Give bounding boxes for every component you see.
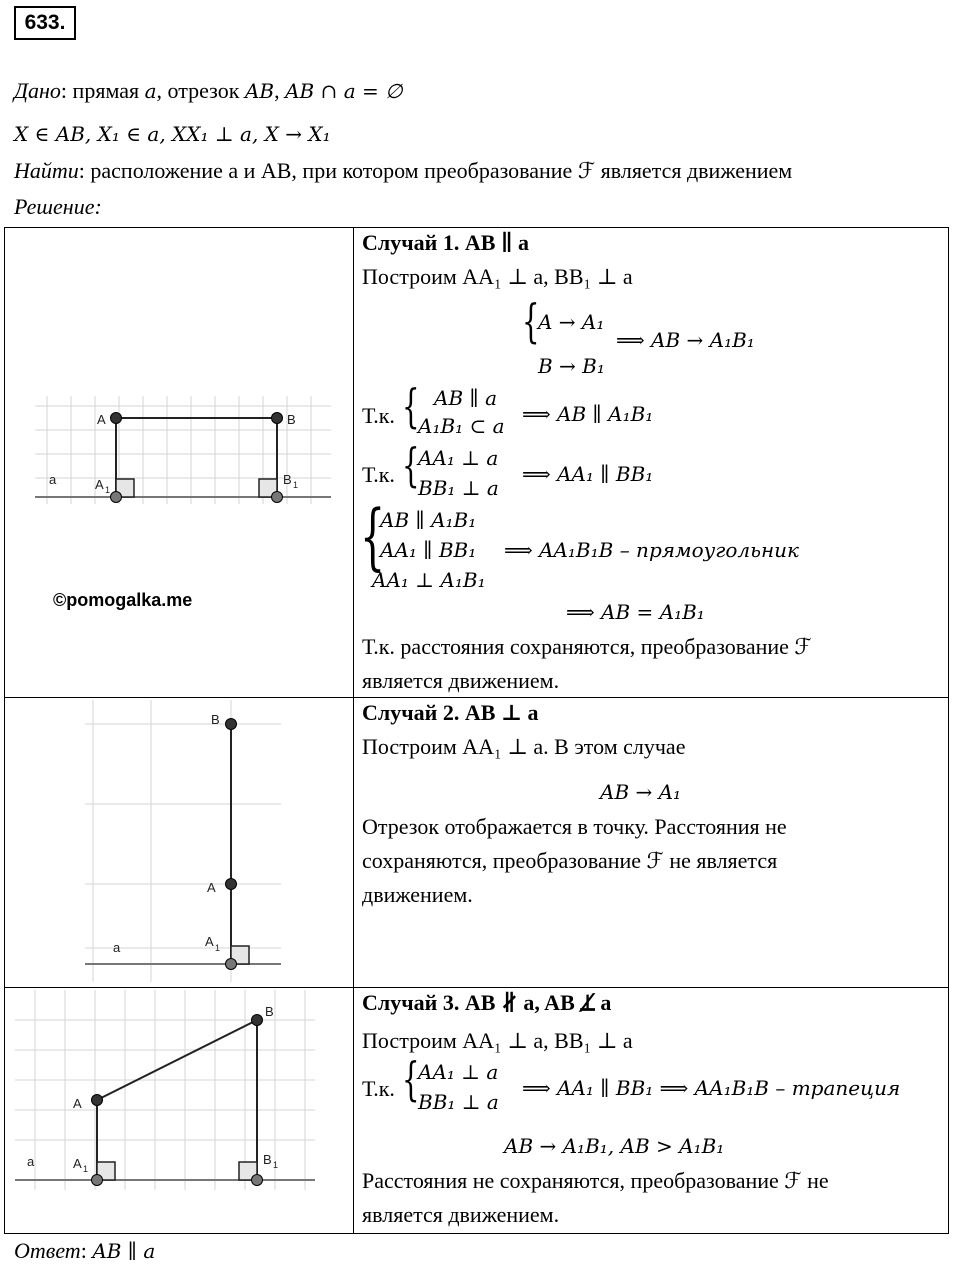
case1-diagram: [35, 396, 331, 504]
brace: {: [402, 379, 420, 433]
solution-label: Решение:: [14, 194, 102, 219]
case1-concl1: Т.к. расстояния сохраняются, преобразование ℱ: [362, 634, 812, 659]
label-a1-sub: 1: [83, 1164, 89, 1174]
case2-construct: Построим AA₁ ⊥ a. В этом случае: [362, 734, 686, 759]
brace: {: [360, 494, 386, 578]
case1-sys4-b: AA₁ ∥ BB₁: [380, 538, 477, 562]
answer-line: Ответ: AB ∥ a: [14, 1238, 156, 1263]
case2-text: [354, 698, 949, 988]
label-b1: B: [263, 1152, 272, 1167]
label-a1: A: [73, 1156, 82, 1171]
label-b1: B: [283, 472, 292, 487]
case2-t2: сохраняются, преобразование ℱ не является: [362, 848, 778, 873]
case1-sys1-res: ⟹ AB → A₁B₁: [616, 328, 755, 352]
case2-map: AB → A₁: [600, 780, 682, 804]
case3-sys-res: ⟹ AA₁ ∥ BB₁ ⟹ AA₁B₁B – трапеция: [522, 1076, 901, 1100]
case2-t1: Отрезок отображается в точку. Расстояния не: [362, 814, 787, 839]
case1-sys2-b: A₁B₁ ⊂ a: [418, 414, 505, 438]
tk-label: Т.к.: [362, 462, 395, 487]
label-b1-sub: 1: [273, 1160, 279, 1170]
case3-sys-a: AA₁ ⊥ a: [418, 1060, 499, 1084]
given-line: Дано: прямая a, отрезок AB, AB ∩ a = ∅: [14, 78, 403, 103]
problem-number: 633.: [14, 6, 76, 40]
label-a: A: [97, 412, 106, 427]
tk-label: Т.к.: [362, 1076, 395, 1101]
solution-table: [4, 227, 949, 1234]
label-b: B: [265, 1004, 274, 1019]
case1-figure: [5, 228, 354, 698]
watermark: ©pomogalka.me: [53, 590, 193, 610]
case2-title: Случай 2. AB ⊥ a: [362, 700, 539, 725]
label-line-a: a: [49, 472, 57, 487]
label-a1: A: [95, 477, 104, 492]
case1-title: Случай 1. AB ∥ a: [362, 230, 530, 255]
label-b: B: [287, 412, 296, 427]
case1-sys4-res: ⟹ AA₁B₁B – прямоугольник: [504, 538, 799, 562]
case2-figure: [5, 698, 354, 988]
case3-diagram: [15, 990, 315, 1190]
case1-construct: Построим AA₁ ⊥ a, BB₁ ⊥ a: [362, 264, 633, 289]
case1-sys2-res: ⟹ AB ∥ A₁B₁: [522, 402, 654, 426]
tk-label: Т.к.: [362, 403, 395, 428]
case1-sys4-c: AA₁ ⊥ A₁B₁: [372, 568, 486, 592]
case1-concl2: является движением.: [362, 668, 560, 693]
case2-t3: движением.: [362, 882, 473, 907]
case3-text: [354, 988, 949, 1234]
label-a1: A: [205, 934, 214, 949]
case1-sys3-res: ⟹ AA₁ ∥ BB₁: [522, 462, 654, 486]
case3-t2: является движением.: [362, 1202, 560, 1227]
brace: {: [402, 438, 420, 492]
case1-sys3-a: AA₁ ⊥ a: [418, 446, 499, 470]
label-a1-sub: 1: [215, 943, 221, 953]
label-line-a: a: [113, 940, 121, 955]
brace: {: [402, 1052, 420, 1106]
case2-diagram: [85, 700, 281, 982]
label-a: A: [207, 880, 216, 895]
case3-title: Случай 3. AB ∦ a, AB ⟂̸ a: [362, 990, 612, 1015]
label-b1-sub: 1: [293, 480, 299, 490]
case3-figure: [5, 988, 354, 1234]
case3-sys-b: BB₁ ⊥ a: [418, 1090, 499, 1114]
case1-sys1-b: B → B₁: [538, 354, 605, 378]
case1-sys4-a: AB ∥ A₁B₁: [380, 508, 477, 532]
label-b: B: [211, 712, 220, 727]
case3-construct: Построим AA₁ ⊥ a, BB₁ ⊥ a: [362, 1028, 633, 1053]
case1-sys1-a: A → A₁: [538, 310, 605, 334]
case3-map: AB → A₁B₁, AB > A₁B₁: [504, 1134, 725, 1158]
label-line-a: a: [27, 1154, 35, 1169]
case1-sys3-b: BB₁ ⊥ a: [418, 476, 499, 500]
label-a1-sub: 1: [105, 485, 111, 495]
case1-eq: ⟹ AB = A₁B₁: [566, 600, 705, 624]
find-line: Найти: расположение a и AB, при котором преобразование ℱ является движением: [14, 158, 793, 183]
case3-t1: Расстояния не сохраняются, преобразование ℱ не: [362, 1168, 829, 1193]
case1-sys2-a: AB ∥ a: [434, 386, 498, 410]
given-line-2: X ∈ AB, X₁ ∈ a, XX₁ ⊥ a, X → X₁: [14, 122, 331, 146]
brace: {: [522, 294, 540, 348]
label-a: A: [73, 1096, 82, 1111]
case1-text: [354, 228, 949, 698]
